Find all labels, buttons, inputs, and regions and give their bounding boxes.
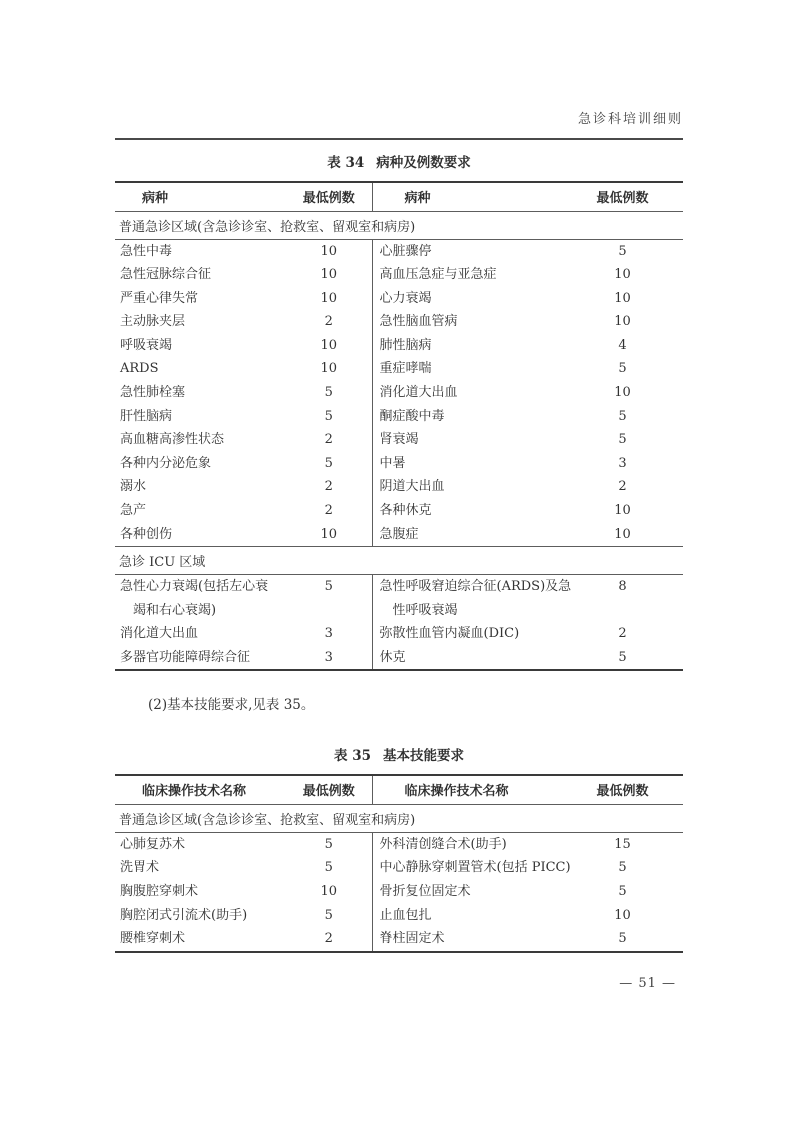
header-rule	[115, 138, 683, 140]
table-row	[115, 405, 683, 429]
skill-name-cell: 外科清创缝合术(助手)	[372, 832, 572, 856]
min-cases-cell: 5	[324, 455, 333, 471]
disease-name-cell: 阴道大出血	[372, 475, 572, 499]
table-row	[115, 310, 683, 334]
min-cases-cell: 2	[324, 503, 333, 519]
min-cases-cell: 3	[324, 626, 333, 642]
table-row	[115, 575, 683, 622]
min-cases-cell: 10	[614, 907, 631, 923]
disease-name-cell: 急性脑血管病	[372, 310, 572, 334]
disease-name-cell: 急腹症	[372, 523, 572, 547]
column-header: 最低例数	[572, 182, 683, 211]
min-cases-cell: 10	[614, 385, 631, 401]
disease-name-cell: 高血糖高渗性状态	[120, 432, 225, 448]
min-cases-cell: 5	[618, 408, 627, 424]
disease-name-cell: 溺水	[120, 479, 147, 495]
table-row	[115, 904, 683, 928]
skill-name-cell: 腰椎穿刺术	[120, 931, 186, 947]
disease-name-cell: 急性肺栓塞	[120, 385, 186, 401]
min-cases-cell: 10	[320, 337, 338, 353]
skill-name-cell: 脊柱固定术	[372, 927, 572, 952]
running-header: 急诊科培训细则	[577, 112, 683, 127]
min-cases-cell: 2	[618, 479, 627, 495]
table-row	[115, 357, 683, 381]
table35-header-row	[115, 775, 683, 804]
page-number: — 51 —	[619, 976, 676, 991]
table-row	[115, 622, 683, 646]
disease-name-cell: 多器官功能障碍综合征	[120, 649, 251, 665]
table35-title-text: 基本技能要求	[383, 748, 464, 765]
column-header: 病种	[372, 182, 572, 211]
skill-name-cell: 止血包扎	[372, 904, 572, 928]
disease-name-cell: 中暑	[372, 452, 572, 476]
min-cases-cell: 8	[618, 579, 627, 595]
min-cases-cell: 10	[320, 290, 338, 306]
column-header: 临床操作技术名称	[372, 775, 572, 804]
min-cases-cell: 10	[320, 267, 338, 283]
paragraph: (2)基本技能要求,见表 35。	[148, 697, 315, 714]
table-row	[115, 239, 683, 263]
column-header: 最低例数	[300, 775, 372, 804]
table-row	[115, 832, 683, 856]
min-cases-cell: 2	[324, 931, 333, 947]
disease-name-cell: 消化道大出血	[120, 626, 199, 642]
disease-name-cell: 主动脉夹层	[120, 314, 186, 330]
disease-name-cell: 心力衰竭	[372, 287, 572, 311]
table34-title	[115, 153, 683, 173]
min-cases-cell: 10	[614, 267, 631, 283]
table-row	[115, 499, 683, 523]
disease-name-cell: 酮症酸中毒	[372, 405, 572, 429]
disease-name-cell: 急性中毒	[120, 243, 173, 259]
table-row	[115, 523, 683, 547]
column-header: 病种	[115, 182, 300, 211]
min-cases-cell: 5	[324, 860, 333, 876]
disease-name-cell: 休克	[372, 646, 572, 671]
min-cases-cell: 10	[320, 361, 338, 377]
min-cases-cell: 3	[324, 649, 333, 665]
disease-name-cell: 肝性脑病	[120, 408, 173, 424]
disease-name-cell: 呼吸衰竭	[120, 337, 173, 353]
disease-name-cell: 各种创伤	[120, 526, 173, 542]
skill-name-cell: 胸腹腔穿刺术	[120, 883, 199, 899]
column-header: 最低例数	[300, 182, 372, 211]
skill-name-cell: 胸腔闭式引流术(助手)	[120, 907, 248, 923]
disease-name-cell: 高血压急症与亚急症	[372, 263, 572, 287]
disease-name-cell: 急性心力衰竭(包括左心衰竭和右心衰竭)	[120, 579, 269, 618]
column-header: 临床操作技术名称	[115, 775, 300, 804]
min-cases-cell: 5	[618, 649, 627, 665]
column-header: 最低例数	[572, 775, 683, 804]
disease-name-cell: 急性呼吸窘迫综合征(ARDS)及急性呼吸衰竭	[372, 575, 572, 622]
min-cases-cell: 2	[618, 626, 627, 642]
min-cases-cell: 5	[618, 860, 627, 876]
min-cases-cell: 5	[324, 579, 333, 595]
min-cases-cell: 5	[324, 408, 333, 424]
disease-name-cell: 心脏骤停	[372, 239, 572, 263]
min-cases-cell: 4	[618, 337, 627, 353]
table35-label: 表 35	[334, 748, 371, 765]
min-cases-cell: 5	[618, 432, 627, 448]
table-row	[115, 428, 683, 452]
section-row	[115, 211, 683, 239]
table34-header-row	[115, 182, 683, 211]
table-row	[115, 381, 683, 405]
section-label: 普通急诊区域(含急诊诊室、抢救室、留观室和病房)	[115, 211, 683, 239]
disease-name-cell: 急产	[120, 503, 147, 519]
table-row	[115, 646, 683, 671]
table34-title-text: 病种及例数要求	[376, 155, 471, 171]
table-row	[115, 856, 683, 880]
disease-name-cell: 各种休克	[372, 499, 572, 523]
table34	[115, 181, 683, 671]
disease-name-cell: 重症哮喘	[372, 357, 572, 381]
min-cases-cell: 2	[324, 432, 333, 448]
min-cases-cell: 5	[324, 907, 333, 923]
skill-name-cell: 洗胃术	[120, 860, 160, 876]
skill-name-cell: 心肺复苏术	[120, 836, 186, 852]
table35	[115, 774, 683, 952]
section-label: 普通急诊区域(含急诊诊室、抢救室、留观室和病房)	[115, 804, 683, 832]
min-cases-cell: 10	[320, 526, 338, 542]
disease-name-cell: 肾衰竭	[372, 428, 572, 452]
min-cases-cell: 3	[618, 455, 627, 471]
min-cases-cell: 5	[618, 931, 627, 947]
section-row	[115, 804, 683, 832]
disease-name-cell: 各种内分泌危象	[120, 455, 212, 471]
disease-name-cell: 严重心律失常	[120, 290, 199, 306]
min-cases-cell: 5	[324, 836, 333, 852]
disease-name-cell: ARDS	[120, 361, 159, 377]
min-cases-cell: 5	[618, 361, 627, 377]
table-row	[115, 880, 683, 904]
min-cases-cell: 10	[614, 526, 631, 542]
min-cases-cell: 15	[614, 836, 631, 852]
min-cases-cell: 10	[320, 243, 338, 259]
min-cases-cell: 2	[324, 314, 333, 330]
table-row	[115, 263, 683, 287]
min-cases-cell: 10	[614, 503, 631, 519]
table-row	[115, 452, 683, 476]
skill-name-cell: 骨折复位固定术	[372, 880, 572, 904]
min-cases-cell: 5	[618, 883, 627, 899]
min-cases-cell: 10	[614, 314, 631, 330]
table-row	[115, 287, 683, 311]
table-row	[115, 475, 683, 499]
min-cases-cell: 5	[618, 243, 627, 259]
section-label: 急诊 ICU 区域	[115, 547, 683, 575]
table34-label: 表 34	[327, 155, 365, 171]
disease-name-cell: 急性冠脉综合征	[120, 267, 212, 283]
table35-title	[115, 746, 683, 766]
min-cases-cell: 5	[324, 385, 333, 401]
min-cases-cell: 10	[614, 290, 631, 306]
page-content	[115, 0, 683, 953]
table-row	[115, 334, 683, 358]
section-row	[115, 547, 683, 575]
disease-name-cell: 肺性脑病	[372, 334, 572, 358]
min-cases-cell: 2	[324, 479, 333, 495]
table-row	[115, 927, 683, 952]
disease-name-cell: 弥散性血管内凝血(DIC)	[372, 622, 572, 646]
skill-name-cell: 中心静脉穿刺置管术(包括 PICC)	[372, 856, 572, 880]
disease-name-cell: 消化道大出血	[372, 381, 572, 405]
min-cases-cell: 10	[320, 883, 338, 899]
